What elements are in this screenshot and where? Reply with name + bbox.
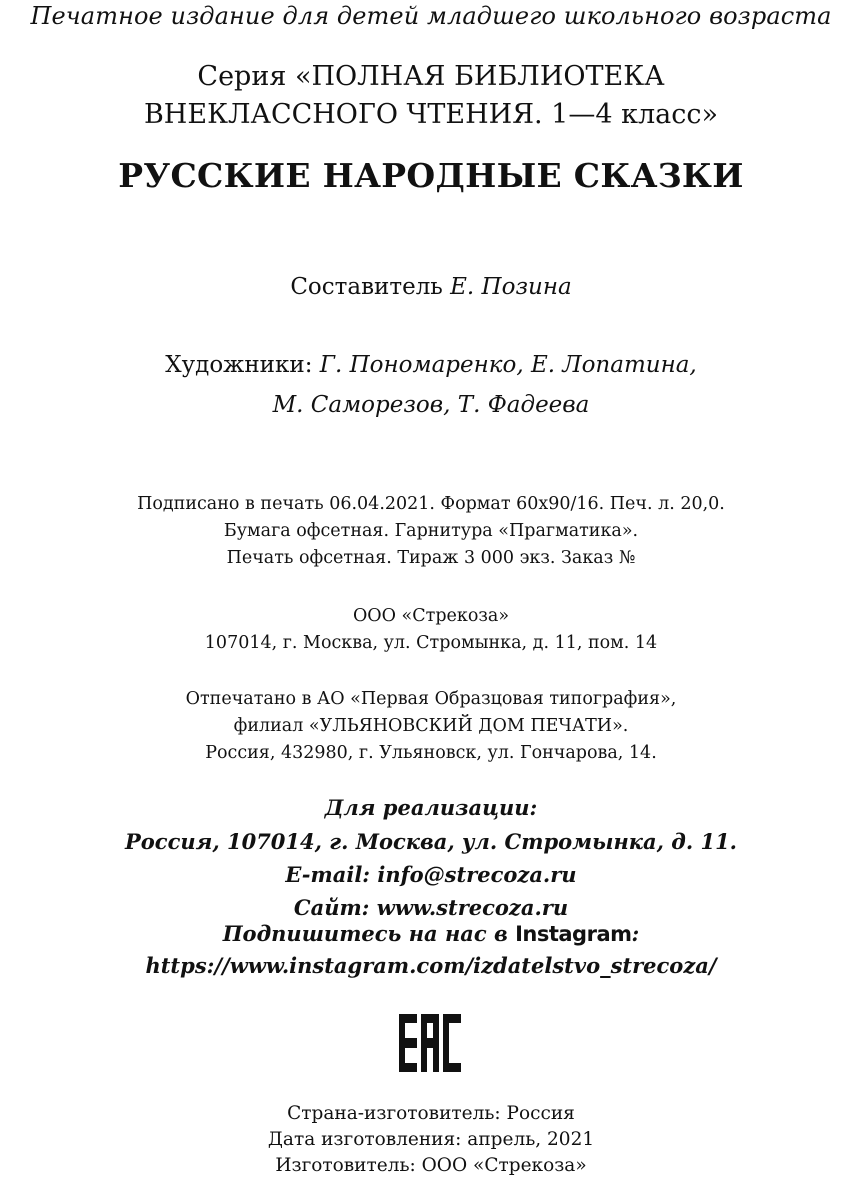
compiler-name: Е. Позина	[450, 274, 572, 300]
audience-note: Печатное издание для детей младшего школьного возраста	[30, 2, 832, 30]
subscribe-text: Подпишитесь на нас в	[222, 921, 508, 946]
subscribe-suffix: :	[631, 921, 640, 946]
illustrators-names-1: Г. Пономаренко, Е. Лопатина,	[319, 352, 697, 378]
imprint-line-2: Бумага офсетная. Гарнитура «Прагматика».	[223, 521, 639, 541]
instagram-url[interactable]: https://www.instagram.com/izdatelstvo_strecoza/	[145, 953, 717, 978]
instagram-logo-word: Instagram	[515, 922, 632, 946]
footer-date: Дата изготовления: апрель, 2021	[267, 1129, 595, 1150]
illustrators-label: Художники:	[165, 352, 313, 378]
imprint-line-3: Печать офсетная. Тираж 3 000 экз. Заказ №	[226, 548, 636, 568]
printer-line-1: Отпечатано в АО «Первая Образцовая типография»,	[185, 689, 677, 709]
eac-letter-c-icon	[443, 1014, 461, 1072]
printer-line-3: Россия, 432980, г. Ульяновск, ул. Гончарова, 14.	[205, 743, 657, 763]
sales-address: Россия, 107014, г. Москва, ул. Стромынка, д. 11.	[125, 829, 737, 854]
publisher-address: 107014, г. Москва, ул. Стромынка, д. 11, пом. 14	[204, 633, 658, 653]
sales-email[interactable]: E-mail: info@strecoza.ru	[285, 862, 577, 887]
compiler-label: Составитель	[290, 274, 443, 300]
illustrators-credit	[0, 352, 862, 378]
eac-letter-a-icon	[421, 1014, 439, 1072]
eac-letter-e-icon	[399, 1014, 417, 1072]
printer-line-2: филиал «УЛЬЯНОВСКИЙ ДОМ ПЕЧАТИ».	[233, 716, 629, 736]
footer-manufacturer: Изготовитель: ООО «Стрекоза»	[275, 1155, 587, 1176]
sales-heading: Для реализации:	[324, 795, 538, 820]
eac-certification-mark	[399, 1014, 461, 1072]
book-title: РУССКИЕ НАРОДНЫЕ СКАЗКИ	[118, 156, 744, 195]
series-line-1: Серия «ПОЛНАЯ БИБЛИОТЕКА	[197, 61, 665, 92]
instagram-subscribe-line	[0, 917, 862, 951]
compiler-credit	[0, 274, 862, 300]
sales-site[interactable]: Сайт: www.strecoza.ru	[293, 895, 569, 920]
series-line-2: ВНЕКЛАССНОГО ЧТЕНИЯ. 1—4 класс»	[143, 99, 719, 130]
footer-country: Страна-изготовитель: Россия	[287, 1103, 575, 1124]
publisher-name: ООО «Стрекоза»	[352, 606, 510, 626]
illustrators-names-2: М. Саморезов, Т. Фадеева	[272, 392, 590, 418]
imprint-line-1: Подписано в печать 06.04.2021. Формат 60x90/16. Печ. л. 20,0.	[137, 494, 725, 514]
